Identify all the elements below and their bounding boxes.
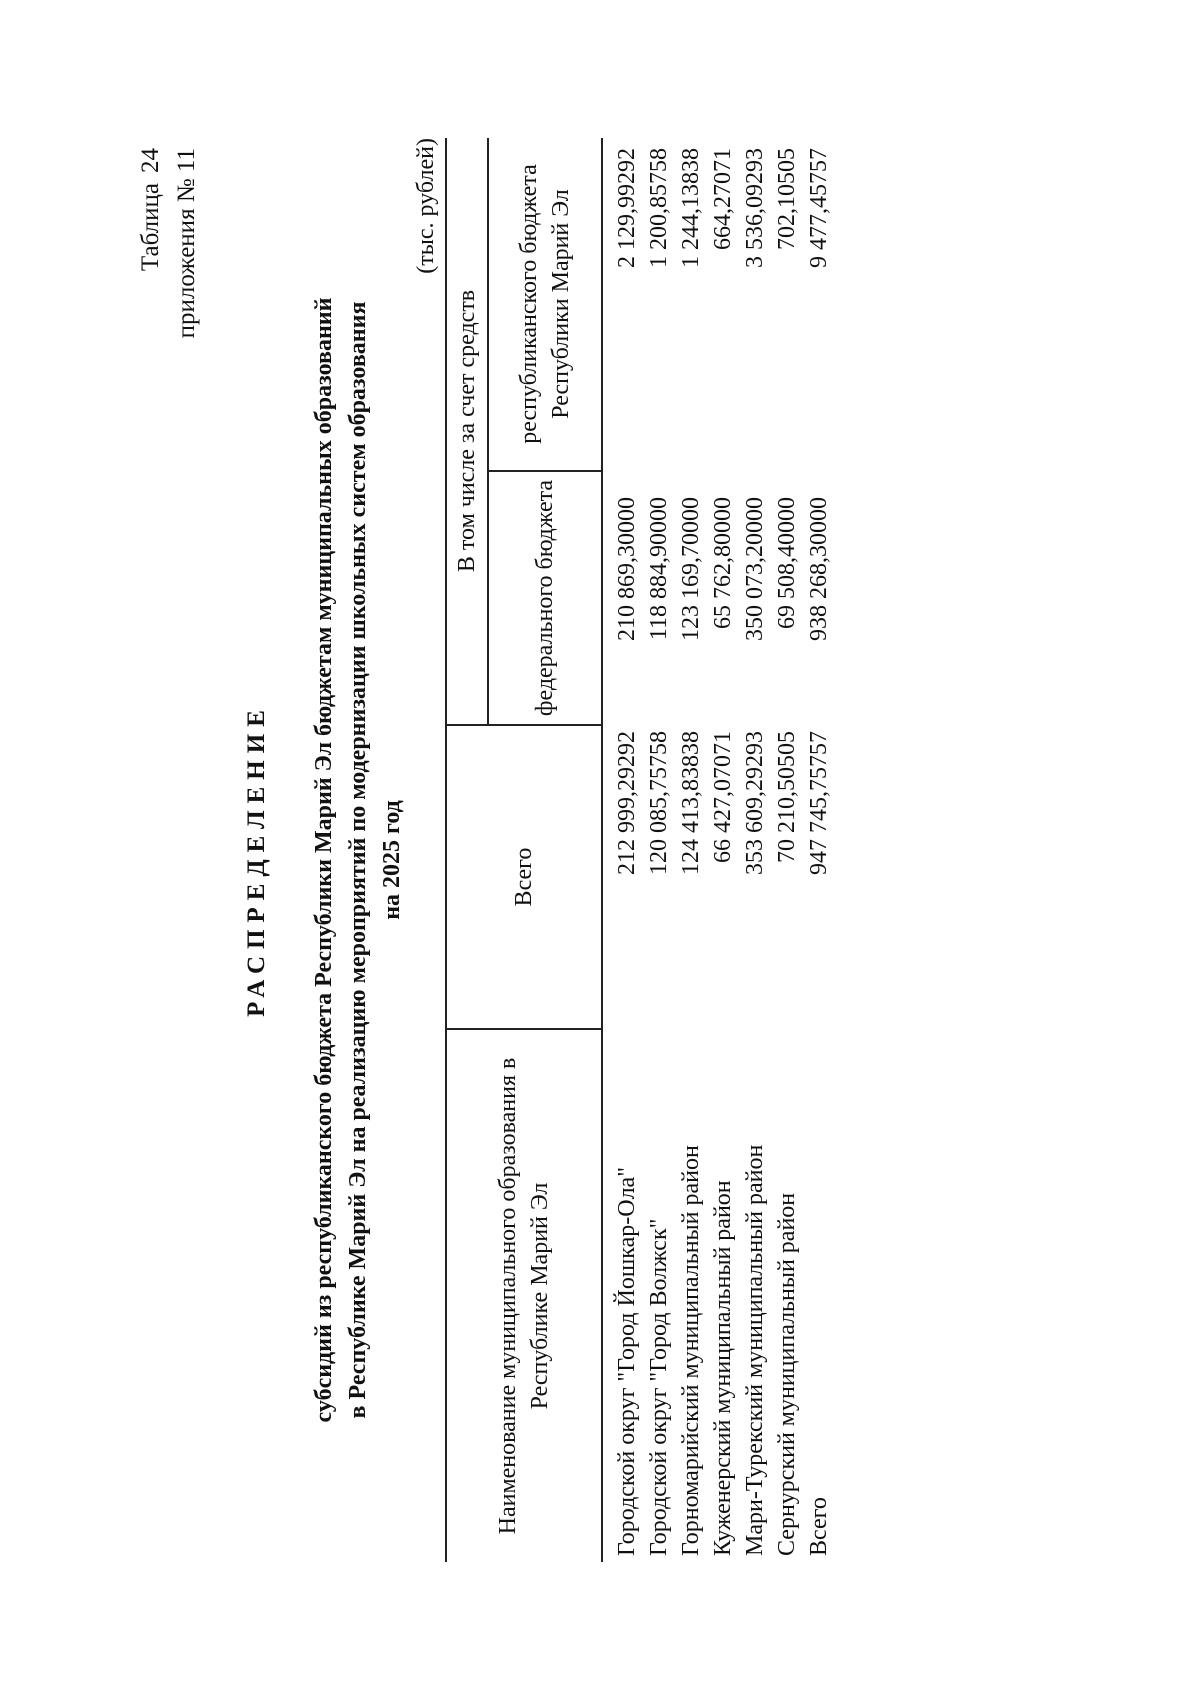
header-republican-budget: республиканского бюджета Республики Марий Эл [488, 138, 602, 471]
federal-amount: 938 268,30000 [806, 497, 832, 641]
federal-amount: 350 073,20000 [742, 497, 768, 641]
republican-amount: 702,10505 [774, 148, 800, 250]
republican-amount: 3 536,09293 [742, 148, 768, 268]
header-including-sources: В том числе за счет средств [446, 138, 488, 725]
municipality-name: Городской округ "Город Йошкар-Ола" [614, 1166, 640, 1556]
total-amount: 947 745,75757 [806, 731, 832, 875]
municipality-name: Сернурский муниципальный район [774, 1192, 800, 1556]
republican-amount: 2 129,99292 [614, 148, 640, 268]
republican-amount: 1 200,85758 [646, 148, 672, 268]
document-title: РАСПРЕДЕЛЕНИЕ [243, 703, 270, 1017]
federal-amount: 69 508,40000 [774, 497, 800, 629]
total-amount: 66 427,07071 [710, 731, 736, 863]
units-label: (тыс. рублей) [413, 138, 439, 274]
table-label: Таблица [137, 183, 164, 272]
subtitle-line-1: субсидий из республиканского бюджета Республики Марий Эл бюджетам муниципальных образований [311, 297, 337, 1423]
republican-amount: 664,27071 [710, 148, 736, 250]
municipality-name: Горномарийский муниципальный район [678, 1145, 704, 1556]
table-number: 24 [137, 148, 164, 173]
header-municipality-name: Наименование муниципального образования в Республике Марий Эл [446, 1029, 602, 1562]
rotated-page [125, 130, 885, 1590]
header-total: Всего [446, 725, 602, 1029]
municipality-name: Куженерский муниципальный район [710, 1180, 736, 1556]
table-row [739, 138, 771, 1562]
federal-amount: 118 884,90000 [646, 497, 672, 641]
table-row [675, 138, 707, 1562]
federal-amount: 123 169,70000 [678, 497, 704, 641]
total-amount: 353 609,29293 [742, 731, 768, 875]
table-reference [133, 148, 205, 338]
federal-amount: 65 762,80000 [710, 497, 736, 629]
total-amount: 120 085,75758 [646, 731, 672, 875]
subtitle-line-2: в Республике Марий Эл на реализацию мероприятий по модернизации школьных систем образования [345, 301, 371, 1419]
republican-amount: 1 244,13838 [678, 148, 704, 268]
total-row-label: Всего [806, 1497, 832, 1556]
appendix-reference: приложения № 11 [173, 148, 200, 339]
total-amount: 70 210,50505 [774, 731, 800, 863]
header-federal-budget: федерального бюджета [488, 471, 602, 725]
municipality-name: Городской округ "Город Волжск" [646, 1218, 672, 1556]
total-amount: 124 413,83838 [678, 731, 704, 875]
table-row-total [803, 138, 835, 1562]
document-subtitle [307, 130, 409, 1590]
subtitle-line-3: на 2025 год [379, 800, 405, 920]
table-row [602, 138, 643, 1562]
municipality-name: Мари-Турекский муниципальный район [742, 1144, 768, 1556]
table-row [707, 138, 739, 1562]
federal-amount: 210 869,30000 [614, 497, 640, 641]
table-label-line [133, 148, 169, 338]
table-row [643, 138, 675, 1562]
table-row [771, 138, 803, 1562]
distribution-table [445, 138, 835, 1562]
total-amount: 212 999,29292 [614, 731, 640, 875]
republican-amount: 9 477,45757 [806, 148, 832, 268]
